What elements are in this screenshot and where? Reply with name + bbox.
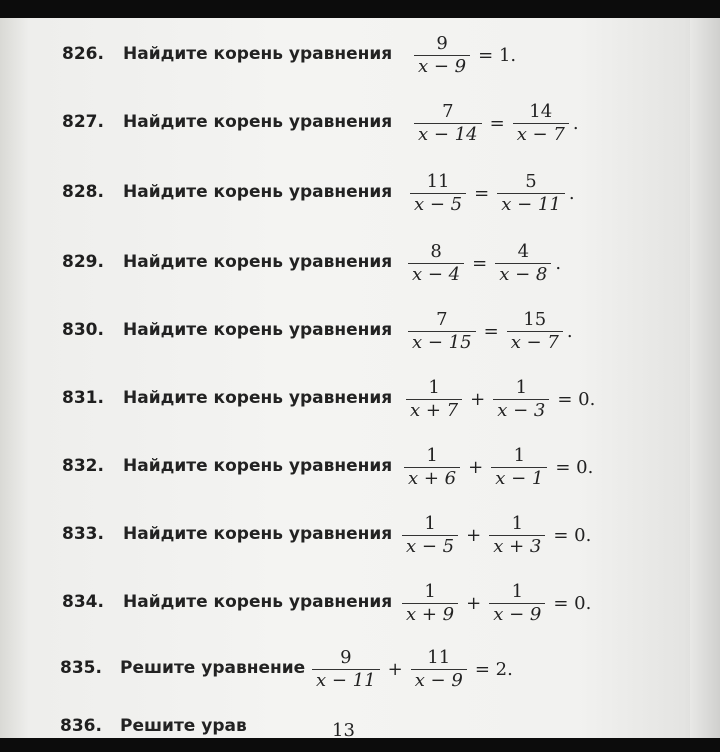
denominator: x − 9: [411, 669, 467, 692]
problem-number: 831.: [62, 388, 104, 408]
denominator: x + 7: [406, 399, 462, 422]
problem-number: 829.: [62, 252, 104, 272]
problem-number: 826.: [62, 44, 104, 64]
plus-sign: +: [387, 658, 403, 680]
equation-rhs: = 1.: [478, 44, 517, 66]
problem-text: Найдите корень уравнения: [123, 112, 393, 132]
denominator: x − 8: [495, 263, 551, 286]
fraction-2: [489, 513, 545, 558]
fraction-2: [497, 171, 565, 216]
problem-number: 827.: [62, 112, 104, 132]
numerator: 1: [428, 376, 440, 398]
numerator: 9: [340, 646, 352, 668]
equals-sign: =: [483, 320, 499, 342]
fraction-1: [408, 309, 476, 354]
problem-827: [0, 100, 690, 182]
denominator: x + 6: [404, 467, 460, 490]
fraction-1: [402, 513, 458, 558]
denominator: x − 1: [491, 467, 547, 490]
denominator: x − 3: [493, 399, 549, 422]
equation: [410, 30, 520, 80]
denominator: x − 14: [414, 123, 482, 146]
equation: [400, 442, 597, 492]
problem-number: 835.: [60, 658, 102, 678]
denominator: x − 11: [497, 193, 565, 216]
period: .: [555, 252, 562, 274]
fraction-1: [410, 171, 466, 216]
problem-text: Решите урав: [120, 716, 247, 736]
numerator: 7: [436, 308, 448, 330]
fraction-2: [411, 647, 467, 692]
equals-sign: =: [474, 182, 490, 204]
fraction-1: [414, 33, 470, 78]
equation-rhs: = 0.: [555, 456, 594, 478]
problem-text: Найдите корень уравнения: [123, 524, 393, 544]
equation: [308, 644, 517, 694]
denominator: x − 4: [408, 263, 464, 286]
numerator: 8: [430, 240, 442, 262]
denominator: x − 9: [414, 55, 470, 78]
equation: [404, 238, 561, 288]
numerator: 1: [511, 512, 524, 534]
fraction-1: [312, 647, 380, 692]
numerator: 1: [426, 444, 438, 466]
equation-rhs: = 2.: [474, 658, 513, 680]
fraction-2: [507, 309, 563, 354]
fraction-1: [404, 445, 460, 490]
problem-text: Найдите корень уравнения: [123, 44, 393, 64]
problem-number: 828.: [62, 182, 104, 202]
numerator: 5: [525, 170, 537, 192]
denominator: x + 9: [402, 603, 458, 626]
problem-number: 833.: [62, 524, 104, 544]
numerator: 7: [442, 100, 454, 122]
problem-number: 834.: [62, 592, 104, 612]
fraction-1: [414, 101, 482, 146]
equation-rhs: = 0.: [557, 388, 596, 410]
equation-rhs: = 0.: [553, 592, 592, 614]
equation: [406, 168, 575, 218]
problem-828: [0, 170, 690, 252]
fraction-2: [513, 101, 569, 146]
problem-text: Решите уравнение: [120, 658, 306, 678]
fraction-1: [406, 377, 462, 422]
denominator: x − 9: [489, 603, 545, 626]
plus-sign: +: [466, 524, 482, 546]
fraction-2: [493, 377, 549, 422]
problem-text: Найдите корень уравнения: [123, 456, 393, 476]
equals-sign: =: [472, 252, 488, 274]
fraction-2: [489, 581, 545, 626]
plus-sign: +: [470, 388, 486, 410]
denominator: x − 15: [408, 331, 476, 354]
equation: [404, 306, 573, 356]
plus-sign: +: [466, 592, 482, 614]
problem-text: Найдите корень уравнения: [123, 182, 393, 202]
numerator: 1: [513, 444, 526, 466]
denominator: x − 7: [507, 331, 563, 354]
period: .: [572, 112, 579, 134]
problem-text: Найдите корень уравнения: [123, 388, 393, 408]
fraction-1: [402, 581, 458, 626]
equation: [398, 510, 595, 560]
denominator: x + 3: [489, 535, 545, 558]
numerator: 9: [436, 32, 448, 54]
numerator: 4: [517, 240, 530, 262]
numerator: 11: [426, 170, 450, 192]
numerator: 1: [424, 580, 436, 602]
problem-text: Найдите корень уравнения: [123, 252, 393, 272]
partial-numerator: 13: [332, 720, 355, 738]
numerator: 1: [424, 512, 436, 534]
equation: [398, 578, 595, 628]
fraction-2: [491, 445, 547, 490]
period: .: [568, 182, 575, 204]
problem-826: [0, 32, 690, 114]
problem-number: 836.: [60, 716, 102, 736]
period: .: [566, 320, 573, 342]
problem-number: 832.: [62, 456, 104, 476]
problem-836-cut: [0, 718, 720, 738]
denominator: x − 7: [513, 123, 569, 146]
fraction-1: [408, 241, 464, 286]
problem-829: [0, 240, 690, 322]
equation: [410, 98, 579, 148]
textbook-page: [0, 18, 720, 738]
numerator: 14: [529, 100, 553, 122]
problem-number: 830.: [62, 320, 104, 340]
fraction-2: [495, 241, 551, 286]
numerator: 15: [523, 308, 547, 330]
numerator: 1: [515, 376, 528, 398]
numerator: 1: [511, 580, 524, 602]
equation-rhs: = 0.: [553, 524, 592, 546]
denominator: x − 5: [402, 535, 458, 558]
equation: [402, 374, 599, 424]
denominator: x − 5: [410, 193, 466, 216]
page-edge: [690, 18, 720, 738]
numerator: 11: [427, 646, 451, 668]
equals-sign: =: [489, 112, 505, 134]
denominator: x − 11: [312, 669, 380, 692]
plus-sign: +: [468, 456, 484, 478]
problem-text: Найдите корень уравнения: [123, 592, 393, 612]
problem-text: Найдите корень уравнения: [123, 320, 393, 340]
